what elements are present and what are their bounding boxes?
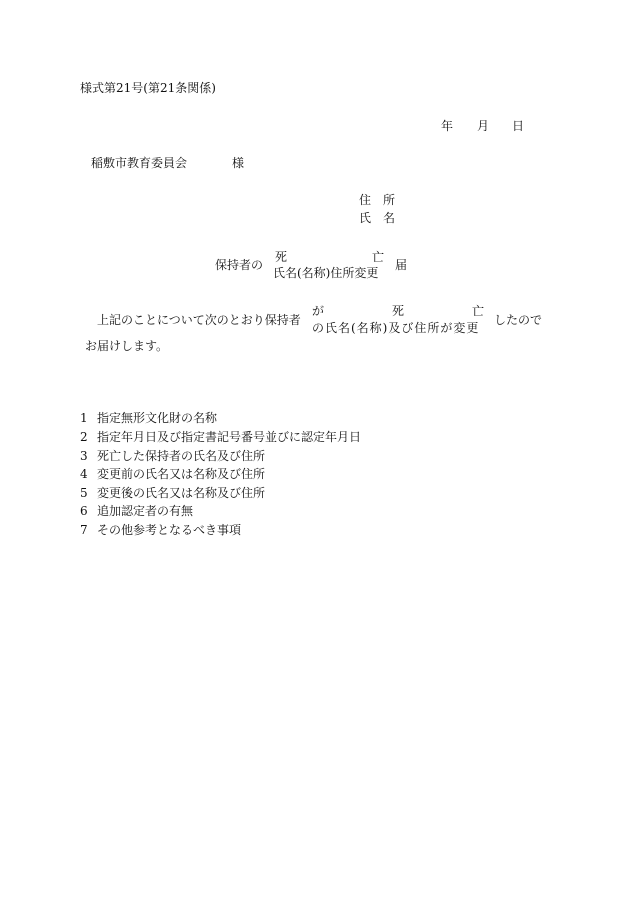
body-line1-suffix: したので [494, 313, 543, 327]
list-item [80, 431, 361, 443]
list-item [80, 524, 241, 536]
title-alt-upper-left: 死 [275, 250, 288, 264]
date-month-label: 月 [477, 119, 490, 133]
body-line1-prefix: 上記のことについて次のとおり保持者 [97, 313, 301, 327]
name-label: 氏 名 [359, 211, 396, 225]
item-text: 指定無形文化財の名称 [97, 411, 218, 425]
title-suffix: 届 [395, 258, 408, 272]
title-alt-upper-right: 亡 [372, 250, 385, 264]
body-alt-upper-ga: が [312, 304, 325, 318]
body-alt-lower: の氏名(名称)及び住所が変更 [312, 321, 480, 335]
item-number: 4 [80, 467, 88, 481]
date-day-label: 日 [512, 119, 525, 133]
item-text: 変更前の氏名又は名称及び住所 [97, 467, 266, 481]
list-item [80, 487, 265, 499]
title-prefix: 保持者の [215, 258, 264, 272]
item-text: その他参考となるべき事項 [97, 523, 242, 537]
form-header: 様式第21号(第21条関係) [80, 81, 216, 95]
list-item [80, 450, 265, 462]
address-label: 住 所 [359, 193, 396, 207]
addressee-name: 稲敷市教育委員会 [91, 156, 188, 170]
item-number: 6 [80, 504, 88, 518]
item-number: 1 [80, 411, 88, 425]
addressee-honorific: 様 [232, 156, 245, 170]
date-year-label: 年 [441, 119, 454, 133]
item-text: 指定年月日及び指定書記号番号並びに認定年月日 [97, 430, 362, 444]
item-text: 追加認定者の有無 [97, 504, 194, 518]
list-item [80, 468, 265, 480]
item-text: 変更後の氏名又は名称及び住所 [97, 486, 266, 500]
list-item [80, 505, 193, 517]
item-number: 7 [80, 523, 88, 537]
list-item [80, 412, 217, 424]
body-line2: お届けします。 [85, 339, 169, 353]
body-alt-upper-shi: 死 [392, 304, 405, 318]
body-alt-upper-bou: 亡 [472, 304, 485, 318]
item-number: 3 [80, 449, 88, 463]
title-alt-lower: 氏名(名称)住所変更 [273, 266, 379, 280]
item-number: 5 [80, 486, 88, 500]
item-number: 2 [80, 430, 88, 444]
item-text: 死亡した保持者の氏名及び住所 [97, 449, 266, 463]
